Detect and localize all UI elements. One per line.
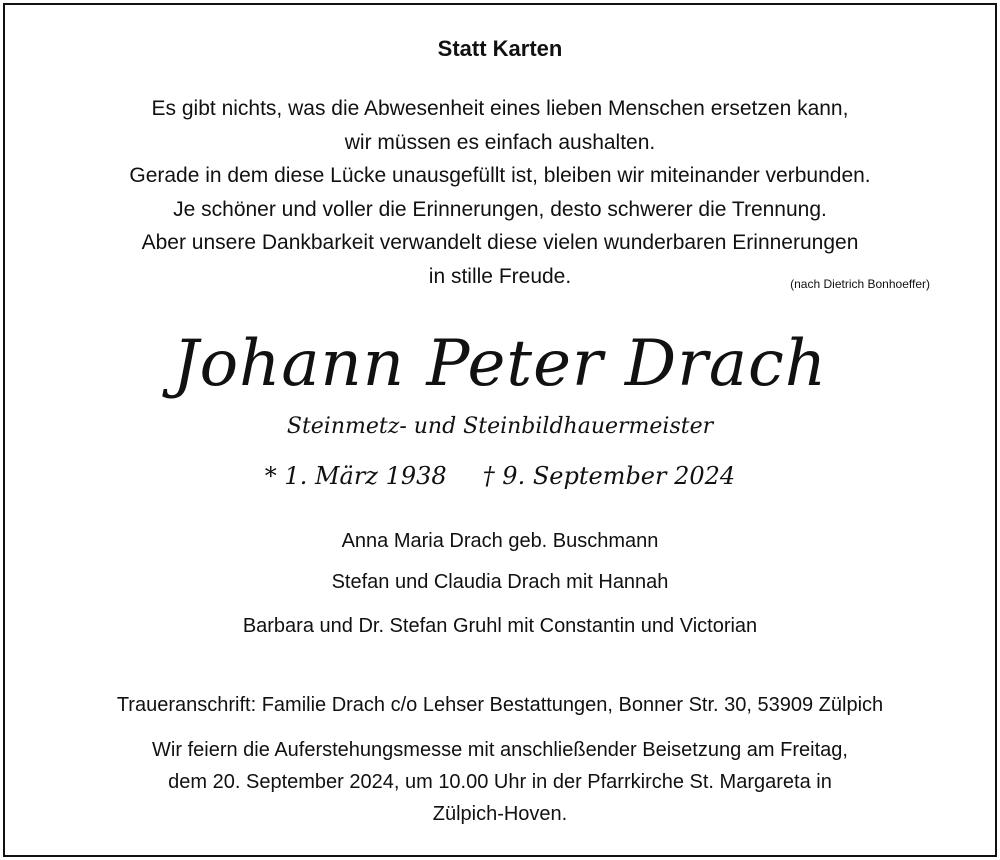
death-date: † 9. September 2024 bbox=[482, 462, 736, 490]
birth-date: * 1. März 1938 bbox=[264, 462, 447, 490]
poem-line: Gerade in dem diese Lücke unausgefüllt ist, bleiben wir miteinander verbunden. bbox=[129, 164, 871, 187]
life-dates bbox=[0, 462, 1000, 490]
notice-heading: Statt Karten bbox=[437, 36, 563, 61]
poem-line: Je schöner und voller die Erinnerungen, desto schwerer die Trennung. bbox=[173, 197, 827, 221]
mourning-address: Traueranschrift: Familie Drach c/o Lehser Bestattungen, Bonner Str. 30, 53909 Zülpich bbox=[116, 694, 884, 716]
poem-line: Aber unsere Dankbarkeit verwandelt diese vielen wunderbaren Erinnerungen bbox=[141, 231, 859, 254]
service-line: dem 20. September 2024, um 10.00 Uhr in der Pfarrkirche St. Margareta in bbox=[168, 771, 832, 793]
service-line: Zülpich-Hoven. bbox=[432, 803, 568, 825]
poem bbox=[0, 92, 1000, 293]
poem-attribution: (nach Dietrich Bonhoeffer) bbox=[790, 277, 930, 291]
service-info bbox=[0, 734, 1000, 830]
profession: Steinmetz- und Steinbildhauermeister bbox=[286, 414, 714, 439]
mourner-line: Barbara und Dr. Stefan Gruhl mit Constantin und Victorian bbox=[242, 615, 758, 637]
deceased-name: Johann Peter Drach bbox=[172, 327, 828, 401]
poem-line: wir müssen es einfach aushalten. bbox=[344, 130, 656, 154]
mourner-line: Anna Maria Drach geb. Buschmann bbox=[341, 530, 659, 552]
poem-line: in stille Freude. bbox=[428, 264, 572, 288]
mourner-line: Stefan und Claudia Drach mit Hannah bbox=[331, 571, 669, 593]
service-line: Wir feiern die Auferstehungsmesse mit anschließender Beisetzung am Freitag, bbox=[152, 739, 848, 761]
poem-line: Es gibt nichts, was die Abwesenheit eines lieben Menschen ersetzen kann, bbox=[151, 97, 849, 120]
